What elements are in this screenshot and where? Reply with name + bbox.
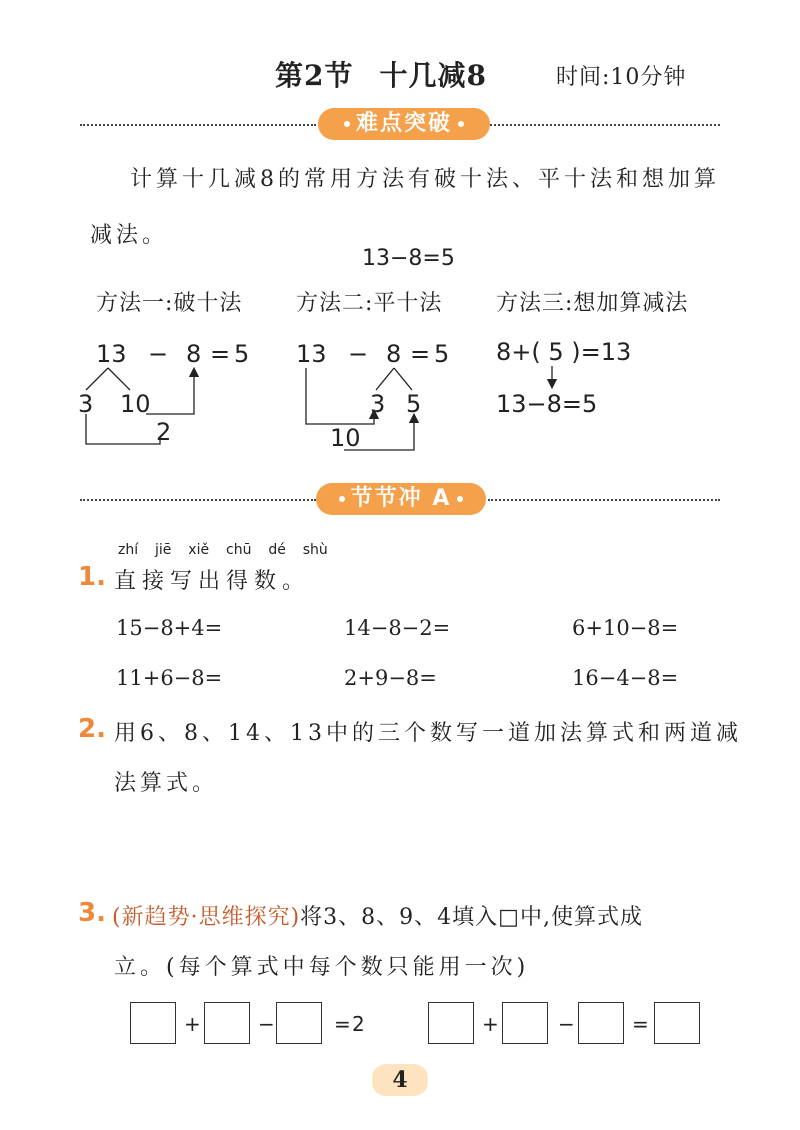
result-value: 2 (352, 1012, 365, 1036)
problem-2-2: 2+9−8= (344, 666, 437, 690)
section-banner-practice (316, 483, 486, 515)
intro-paragraph: 计算十几减8的常用方法有破十法、平十法和想加算减法。 (90, 167, 720, 248)
method-1-label: 方法一:破十法 (96, 291, 243, 316)
q1-number: 1. (78, 562, 106, 592)
m1-subtrahend: 8 (186, 340, 202, 368)
m1-minuend: 13 (96, 340, 127, 368)
equals-sign: = (334, 1012, 351, 1036)
q1-pinyin: zhí jiē xiě chū dé shù (118, 542, 328, 558)
m2-split-a: 3 (370, 390, 386, 418)
answer-box[interactable] (502, 1002, 548, 1044)
intro-equation: 13−8=5 (362, 246, 455, 271)
problem-1-2: 14−8−2= (344, 616, 451, 640)
time-limit: 时间:10分钟 (556, 65, 687, 90)
answer-box[interactable] (654, 1002, 700, 1044)
answer-box[interactable] (428, 1002, 474, 1044)
answer-box[interactable] (130, 1002, 176, 1044)
m2-answer: 5 (434, 340, 450, 368)
m2-minuend-line (306, 368, 374, 424)
problem-2-1: 11+6−8= (116, 666, 223, 690)
dotted-divider (488, 499, 720, 501)
m1-result: 2 (156, 418, 172, 446)
q3-line-1-text: 将3、8、9、4填入□中,使算式成 (300, 905, 643, 930)
equals-sign: = (632, 1012, 649, 1036)
m1-split-ten: 10 (120, 390, 151, 418)
banner-label: 难点突破 (355, 111, 452, 136)
q3-line-1 (112, 900, 643, 931)
problem-1-3: 6+10−8= (572, 616, 679, 640)
problem-2-3: 16−4−8= (572, 666, 679, 690)
q3-number: 3. (78, 898, 106, 928)
m3-add-equation: 8+( 5 )=13 (496, 338, 632, 366)
banner-dot (339, 496, 345, 502)
m2-result: 10 (330, 424, 361, 452)
section-topic: 十几减8 (379, 59, 487, 92)
plus-sign: + (184, 1012, 201, 1036)
plus-sign: + (482, 1012, 499, 1036)
q2-line-2: 法算式。 (114, 771, 219, 796)
minus-sign: − (558, 1012, 575, 1036)
m2-subtrahend: 8 (386, 340, 402, 368)
method-3-label: 方法三:想加算减法 (496, 291, 689, 316)
problem-1-1: 15−8+4= (116, 616, 223, 640)
section-number: 第2节 (275, 59, 354, 92)
q2-number: 2. (78, 714, 106, 744)
q2-line-1: 用6、8、14、13中的三个数写一道加法算式和两道减 (114, 721, 742, 746)
m3-sub-equation: 13−8=5 (496, 390, 598, 418)
m2-split-b: 5 (406, 390, 422, 418)
q3-line-2: 立。(每个算式中每个数只能用一次) (114, 955, 530, 980)
m1-ten-to-answer (146, 372, 194, 414)
m2-minuend: 13 (296, 340, 327, 368)
m1-equals: = (210, 340, 231, 368)
m1-branch (86, 368, 130, 390)
answer-box[interactable] (204, 1002, 250, 1044)
method-2-label: 方法二:平十法 (296, 291, 443, 316)
m1-bracket (86, 414, 160, 444)
banner-label: 节节冲 A (350, 486, 452, 511)
m2-minus: − (348, 340, 369, 368)
dotted-divider (80, 499, 316, 501)
m2-branch (376, 368, 412, 390)
m1-minus: − (148, 340, 169, 368)
answer-box[interactable] (578, 1002, 624, 1044)
banner-dot (457, 496, 463, 502)
minus-sign: − (258, 1012, 275, 1036)
page-number: 4 (372, 1064, 428, 1096)
m1-answer: 5 (234, 340, 250, 368)
q3-tag: (新趋势·思维探究) (112, 905, 301, 930)
answer-box[interactable] (276, 1002, 322, 1044)
m2-equals: = (410, 340, 431, 368)
m1-split-ones: 3 (78, 390, 94, 418)
q1-instruction: 直接写出得数。 (114, 569, 311, 594)
